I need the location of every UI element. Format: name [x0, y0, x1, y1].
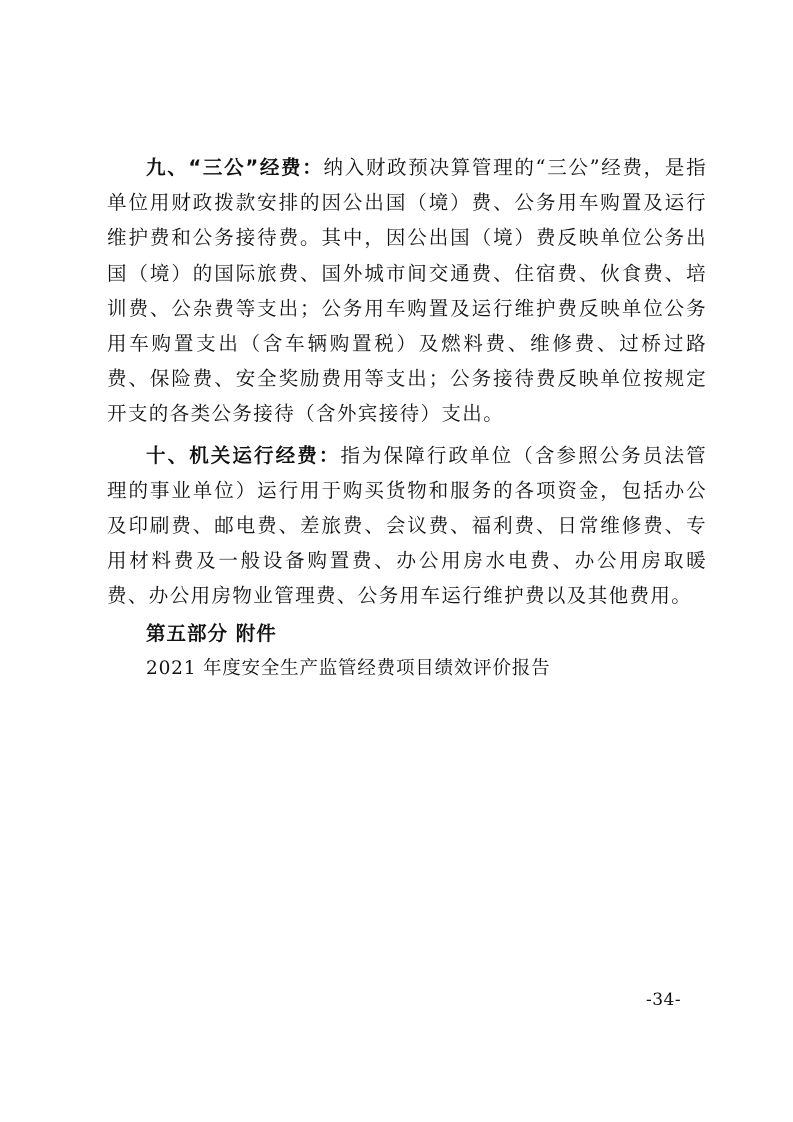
- attachment-title: 2021 年度安全生产监管经费项目绩效评价报告: [146, 657, 551, 679]
- term-colon: ：: [318, 443, 341, 467]
- paragraph-agency-operating-expenses: [107, 438, 707, 614]
- page-number: -34-: [646, 990, 682, 1010]
- definition-agency-operating-expenses: 指为保障行政单位（含参照公务员法管理的事业单位）运行用于购买货物和服务的各项资金，包括办公及印刷费、邮电费、差旅费、会议费、福利费、日常维修费、专用材料费及一般设备购置费、办公用房水电费、办公用房取暖费、办公用房物业管理费、公务用车运行维护费以及其他费用。: [107, 443, 707, 608]
- paragraph-three-public-expenses: [107, 150, 707, 432]
- term-three-public-expenses: 九、“三公”经费: [146, 156, 303, 179]
- part-five-heading: 第五部分 附件: [146, 621, 277, 645]
- term-agency-operating-expenses: 十、机关运行经费: [146, 443, 319, 467]
- document-body: [107, 150, 707, 686]
- term-colon: ：: [302, 156, 324, 179]
- definition-three-public-expenses: 纳入财政预决算管理的“三公”经费，是指单位用财政拨款安排的因公出国（境）费、公务用车购置及运行维护费和公务接待费。其中，因公出国（境）费反映单位公务出国（境）的国际旅费、国外城市间交通费、住宿费、伙食费、培训费、公杂费等支出；公务用车购置及运行维护费反映单位公务用车购置支出（含车辆购置税）及燃料费、维修费、过桥过路费、保险费、安全奖励费用等支出；公务接待费反映单位按规定开支的各类公务接待（含外宾接待）支出。: [107, 156, 707, 426]
